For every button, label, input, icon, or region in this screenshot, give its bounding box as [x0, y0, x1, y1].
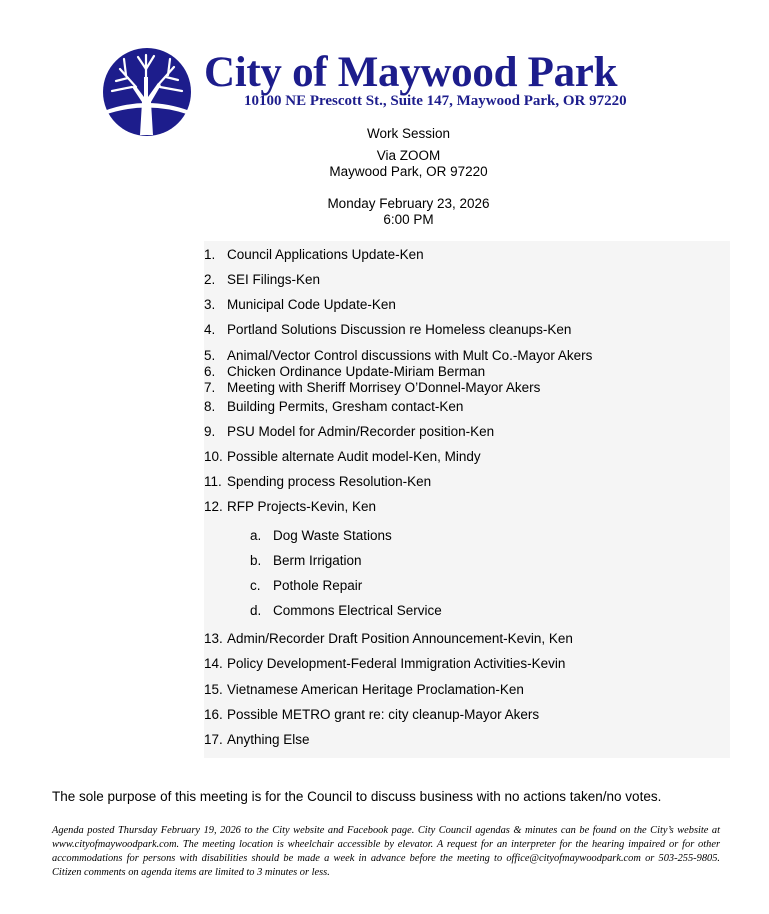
posting-notice: Agenda posted Thursday February 19, 2026 to the City website and Facebook page. City Council agendas & minutes can be found on the City’s website at www.cityofmaywoodpark.com. The meeting location is wheelchair accessible by elevator. A request for an interpreter for the hearing impaired or for other accommodations for persons with disabilities should be made a week in advance before the meeting to office@cityofmaywoodpark.com or 503-255-9805. Citizen comments on agenda items are limited to 3 minutes or less. — [52, 825, 720, 878]
tree-logo-icon — [102, 47, 192, 137]
agenda-subitem: c. Pothole Repair — [250, 578, 363, 593]
agenda-item: 2. SEI Filings-Ken — [204, 272, 321, 287]
agenda-item: 16. Possible METRO grant re: city cleanup-Mayor Akers — [204, 707, 540, 722]
agenda-item: 5. Animal/Vector Control discussions with Mult Co.-Mayor Akers — [204, 348, 593, 363]
meeting-type: Work Session — [366, 126, 451, 141]
agenda-item: 4. Portland Solutions Discussion re Homeless cleanups-Ken — [204, 322, 572, 337]
agenda-subitem: d. Commons Electrical Service — [250, 603, 442, 618]
agenda-item: 9. PSU Model for Admin/Recorder position-Ken — [204, 424, 495, 439]
meeting-purpose-statement: The sole purpose of this meeting is for the Council to discuss business with no actions taken/no votes. — [52, 789, 662, 804]
city-title: City of Maywood Park — [204, 49, 618, 96]
meeting-time: 6:00 PM — [383, 212, 434, 227]
agenda-item: 3. Municipal Code Update-Ken — [204, 297, 396, 312]
agenda-item: 11. Spending process Resolution-Ken — [204, 474, 432, 489]
agenda-item: 12. RFP Projects-Kevin, Ken — [204, 499, 377, 514]
agenda-item: 6. Chicken Ordinance Update-Miriam Berman — [204, 364, 486, 379]
agenda-subitem: b. Berm Irrigation — [250, 553, 362, 568]
agenda-subitem: a. Dog Waste Stations — [250, 528, 392, 543]
agenda-item: 14. Policy Development-Federal Immigration Activities-Kevin — [204, 656, 566, 671]
city-address: 10100 NE Prescott St., Suite 147, Maywood Park, OR 97220 — [244, 93, 627, 109]
agenda-item: 1. Council Applications Update-Ken — [204, 247, 424, 262]
meeting-date: Monday February 23, 2026 — [327, 196, 490, 211]
agenda-item: 15. Vietnamese American Heritage Proclamation-Ken — [204, 682, 524, 697]
meeting-location-line2: Maywood Park, OR 97220 — [329, 164, 488, 179]
agenda-item: 10. Possible alternate Audit model-Ken, Mindy — [204, 449, 481, 464]
agenda-item: 13. Admin/Recorder Draft Position Announcement-Kevin, Ken — [204, 631, 573, 646]
agenda-item: 8. Building Permits, Gresham contact-Ken — [204, 399, 464, 414]
meeting-location-line1: Via ZOOM — [376, 148, 441, 163]
agenda-item: 17. Anything Else — [204, 732, 310, 747]
agenda-item: 7. Meeting with Sheriff Morrisey O’Donnel-Mayor Akers — [204, 380, 541, 395]
